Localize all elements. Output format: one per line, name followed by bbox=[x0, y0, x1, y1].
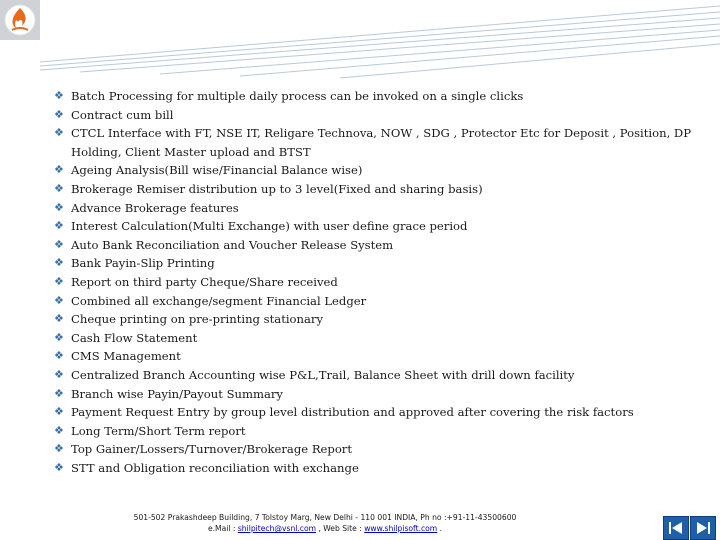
list-item bbox=[54, 385, 704, 404]
diamond-bullet-icon: ❖ bbox=[54, 107, 64, 121]
list-item bbox=[54, 199, 704, 218]
list-item-text: Ageing Analysis(Bill wise/Financial Balance wise) bbox=[71, 163, 363, 178]
diamond-bullet-icon: ❖ bbox=[54, 181, 64, 195]
web-label: , Web Site : bbox=[316, 524, 365, 533]
list-item bbox=[54, 87, 704, 106]
diamond-bullet-icon: ❖ bbox=[54, 89, 64, 102]
list-item bbox=[54, 459, 704, 478]
website-link[interactable]: www.shilpisoft.com bbox=[364, 524, 438, 533]
list-item-text: STT and Obligation reconciliation with exchange bbox=[71, 460, 359, 475]
list-item bbox=[54, 310, 704, 329]
list-item bbox=[54, 366, 704, 385]
next-slide-icon bbox=[695, 520, 711, 536]
diamond-bullet-icon: ❖ bbox=[54, 349, 64, 363]
list-item-text: Long Term/Short Term report bbox=[71, 423, 246, 438]
diamond-bullet-icon: ❖ bbox=[54, 219, 64, 233]
list-item-text: Interest Calculation(Multi Exchange) with user define grace period bbox=[71, 219, 468, 234]
footer bbox=[0, 512, 650, 534]
list-item bbox=[54, 254, 704, 273]
list-item-text: Advance Brokerage features bbox=[71, 200, 239, 215]
list-item bbox=[54, 106, 704, 125]
list-item-text: Report on third party Cheque/Share received bbox=[71, 274, 338, 289]
diamond-bullet-icon: ❖ bbox=[54, 293, 64, 307]
diamond-bullet-icon: ❖ bbox=[54, 442, 64, 456]
list-item bbox=[54, 403, 704, 422]
list-item bbox=[54, 124, 704, 161]
diamond-bullet-icon: ❖ bbox=[54, 460, 64, 474]
decorative-stripes bbox=[40, 0, 720, 80]
list-item-text: Branch wise Payin/Payout Summary bbox=[71, 386, 283, 401]
diamond-bullet-icon: ❖ bbox=[54, 237, 64, 251]
diamond-bullet-icon: ❖ bbox=[54, 423, 64, 437]
list-item-text: Cheque printing on pre-printing stationary bbox=[71, 312, 324, 327]
diamond-bullet-icon: ❖ bbox=[54, 367, 64, 381]
diamond-bullet-icon: ❖ bbox=[54, 405, 64, 419]
list-item bbox=[54, 347, 704, 366]
list-item bbox=[54, 217, 704, 236]
logo-box bbox=[0, 0, 40, 40]
list-item-text: Bank Payin-Slip Printing bbox=[71, 256, 215, 271]
flame-logo-icon bbox=[2, 2, 38, 38]
list-item-text: CTCL Interface with FT, NSE IT, Religare Technova, NOW , SDG , Protector Etc for Deposit , Position, DP Holding, Client Master upload and BTST bbox=[71, 126, 692, 159]
list-item-text: Brokerage Remiser distribution up to 3 level(Fixed and sharing basis) bbox=[71, 181, 483, 196]
list-item-text: CMS Management bbox=[71, 349, 181, 364]
list-item-text: Centralized Branch Accounting wise P&L,Trail, Balance Sheet with drill down facility bbox=[71, 367, 575, 382]
list-item-text: Payment Request Entry by group level distribution and approved after covering the risk factors bbox=[71, 405, 634, 420]
diamond-bullet-icon: ❖ bbox=[54, 312, 64, 326]
next-slide-button[interactable] bbox=[690, 516, 716, 540]
list-item-text: Batch Processing for multiple daily process can be invoked on a single clicks bbox=[71, 89, 524, 103]
list-item bbox=[54, 236, 704, 255]
footer-contact bbox=[0, 523, 650, 534]
diamond-bullet-icon: ❖ bbox=[54, 386, 64, 400]
email-label: e.Mail : bbox=[207, 524, 238, 533]
list-item-text: Cash Flow Statement bbox=[71, 330, 198, 345]
list-item bbox=[54, 329, 704, 348]
list-item-text: Combined all exchange/segment Financial Ledger bbox=[71, 293, 367, 308]
diamond-bullet-icon: ❖ bbox=[54, 200, 64, 214]
footer-address: 501-502 Prakashdeep Building, 7 Tolstoy Marg, New Delhi - 110 001 INDIA, Ph no :+91-11-43500600 bbox=[133, 513, 517, 522]
previous-slide-button[interactable] bbox=[663, 516, 689, 540]
list-item-text: Contract cum bill bbox=[71, 107, 174, 122]
diamond-bullet-icon: ❖ bbox=[54, 274, 64, 288]
feature-list bbox=[54, 87, 704, 477]
diamond-bullet-icon: ❖ bbox=[54, 126, 64, 140]
list-item-text: Top Gainer/Lossers/Turnover/Brokerage Report bbox=[71, 442, 353, 457]
email-link[interactable]: shilpitech@vsnl.com bbox=[237, 524, 316, 533]
diamond-bullet-icon: ❖ bbox=[54, 330, 64, 344]
list-item bbox=[54, 440, 704, 459]
list-item bbox=[54, 161, 704, 180]
footer-end: . bbox=[437, 524, 443, 533]
previous-slide-icon bbox=[668, 520, 684, 536]
list-item bbox=[54, 273, 704, 292]
diamond-bullet-icon: ❖ bbox=[54, 256, 64, 270]
list-item bbox=[54, 292, 704, 311]
list-item-text: Auto Bank Reconciliation and Voucher Release System bbox=[71, 237, 394, 252]
list-item bbox=[54, 422, 704, 441]
list-item bbox=[54, 180, 704, 199]
diamond-bullet-icon: ❖ bbox=[54, 163, 64, 177]
